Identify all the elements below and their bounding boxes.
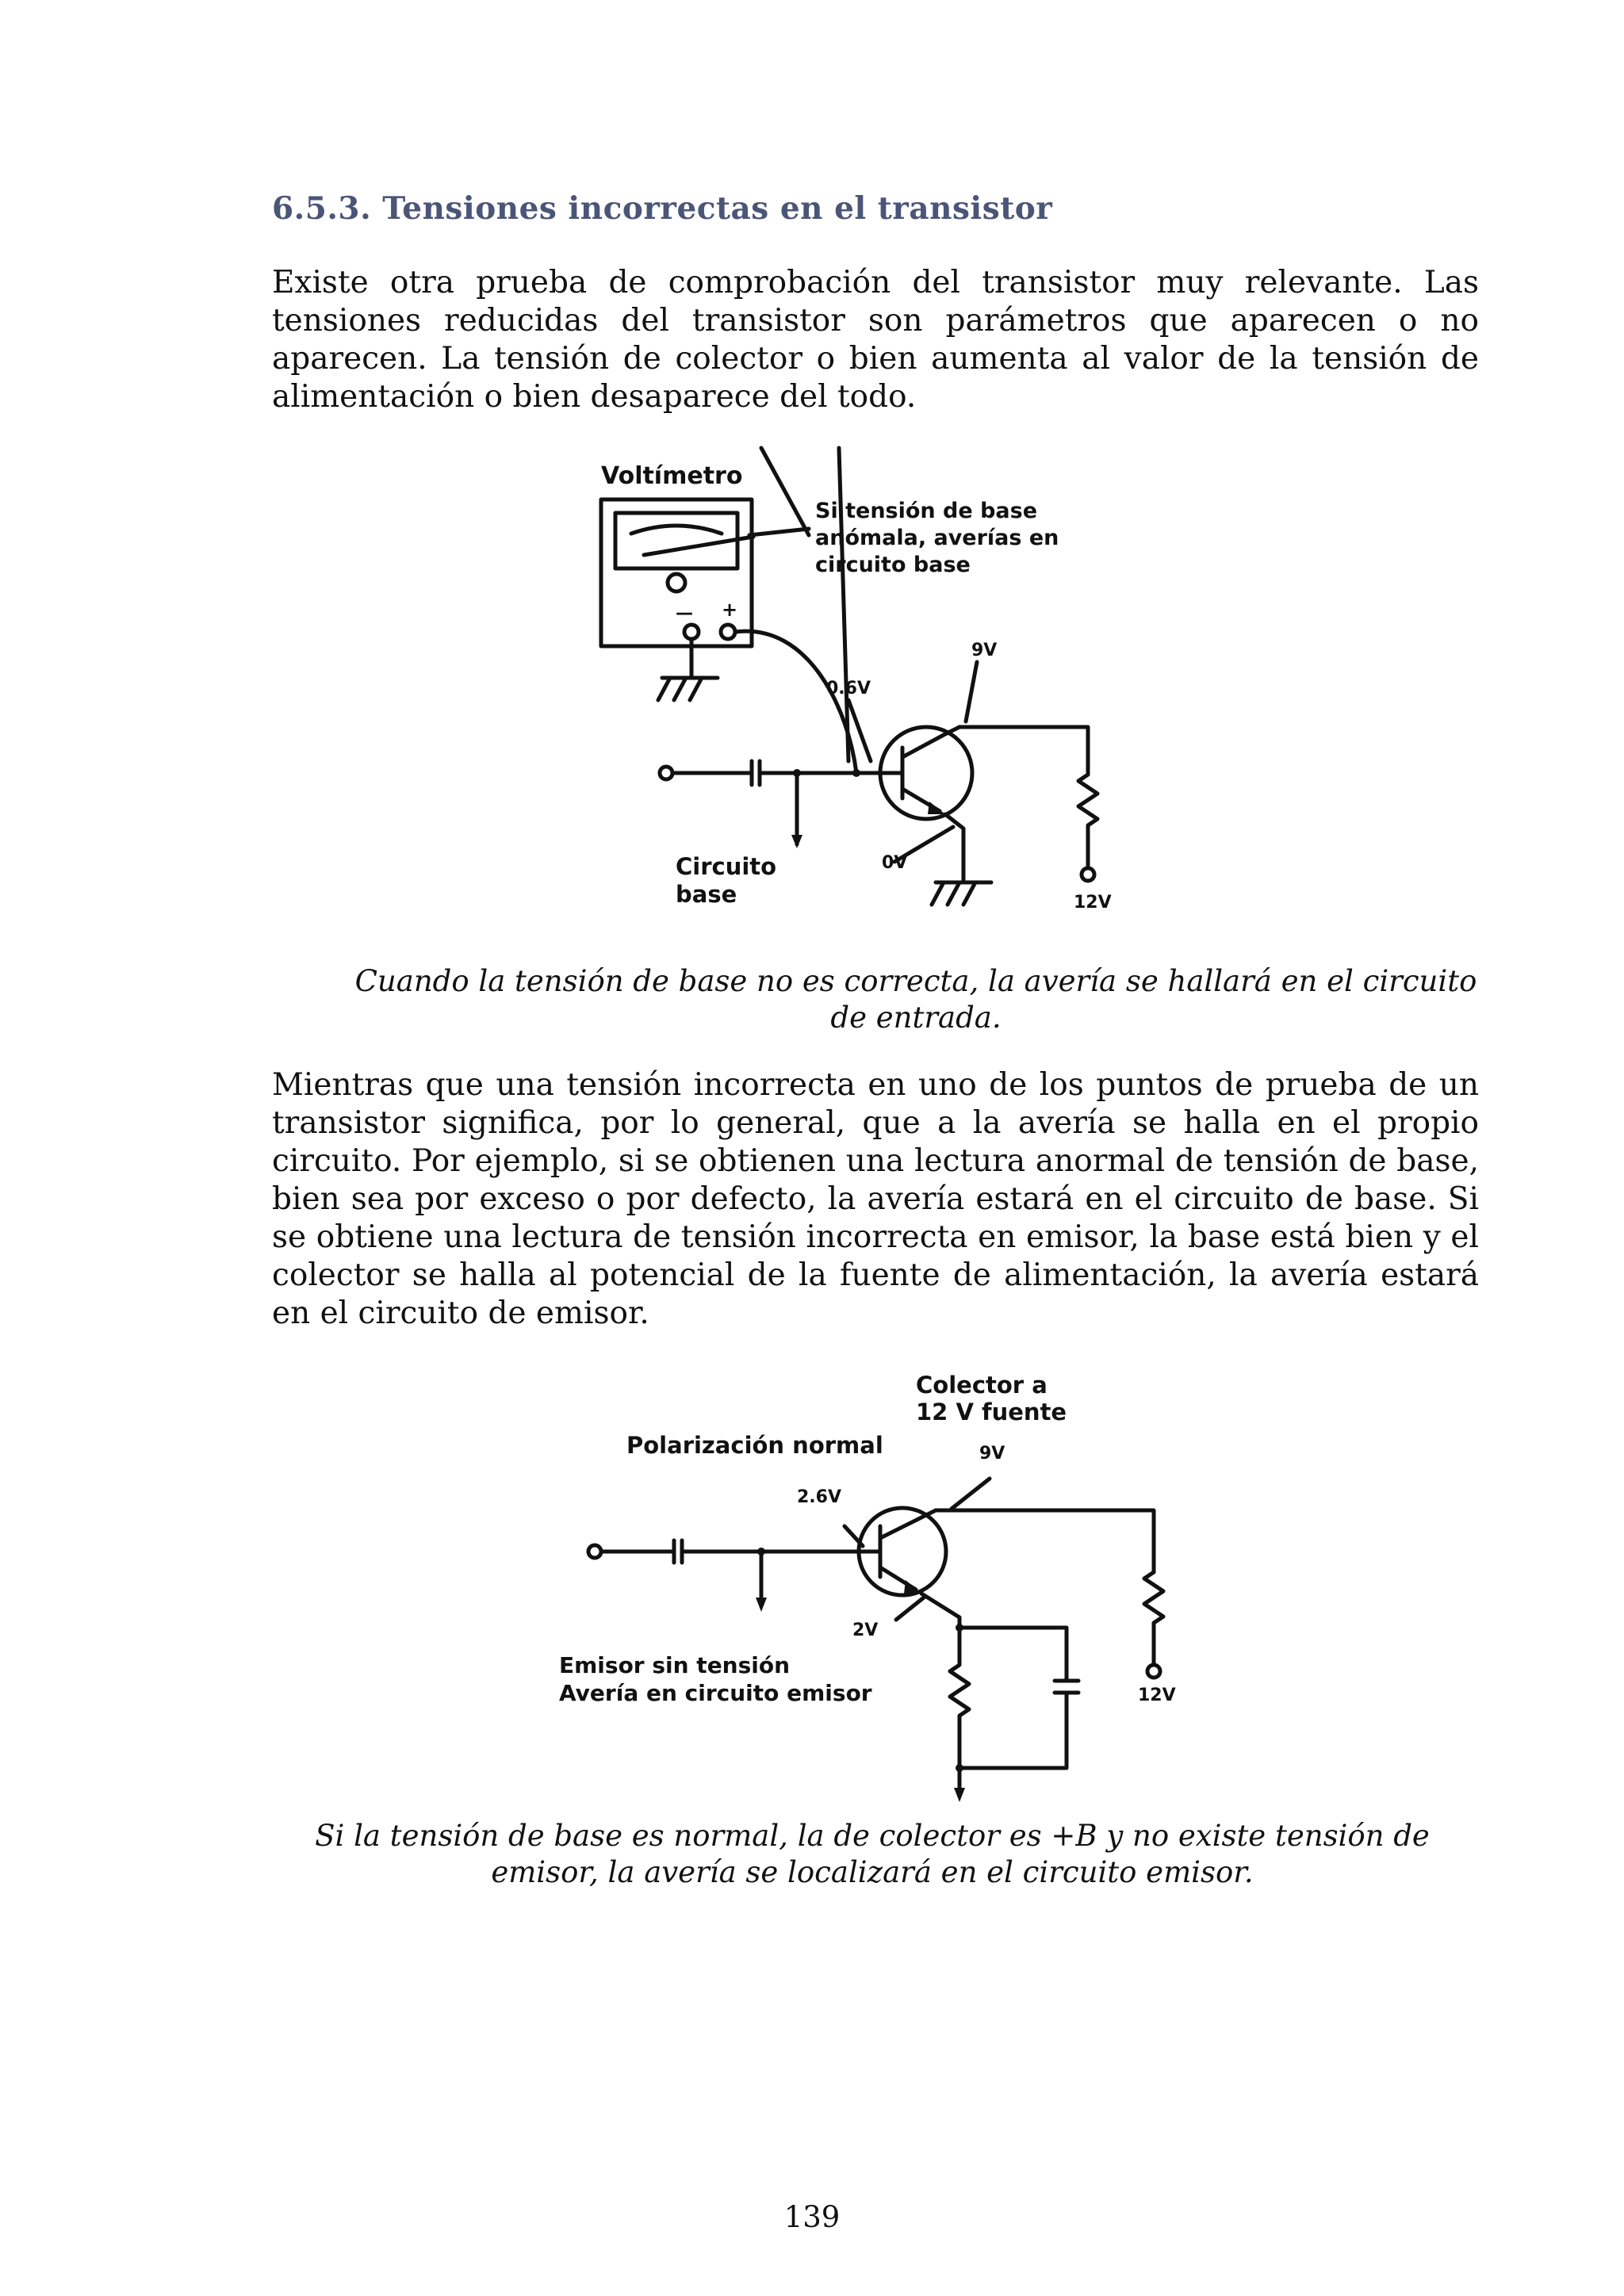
figure-1-caption: Cuando la tensión de base no es correcta, la avería se hallará en el circuito de entrada. — [354, 964, 1477, 1035]
emitter-voltage-pointer — [896, 1598, 924, 1620]
emitter-voltage-label: 2V — [852, 1621, 879, 1640]
input-capacitor-line — [601, 1540, 860, 1563]
circuit-label-line-1: Circuito — [676, 853, 777, 880]
voltmeter-scale — [631, 526, 722, 534]
voltmeter-label: Voltímetro — [601, 462, 743, 490]
down-arrow — [954, 1788, 965, 1802]
note-line-3: circuito base — [815, 553, 971, 577]
note-line-2: anómala, averías en — [815, 526, 1059, 550]
collector-resistor — [1144, 1572, 1163, 1665]
note-line-1: Si tensión de base — [815, 499, 1038, 523]
emitter-arrow — [904, 1580, 921, 1594]
page-number: 139 — [783, 2200, 841, 2234]
collector-voltage-label: 9V — [971, 641, 998, 660]
down-arrow — [756, 1598, 767, 1612]
emitter-capacitor-network — [921, 1594, 1078, 1768]
supply-terminal — [1082, 868, 1094, 881]
bias-label: Polarización normal — [626, 1432, 883, 1459]
emitter-circuit-diagram — [547, 1368, 1197, 1812]
terminal-negative — [684, 625, 699, 639]
emitter-arrow — [928, 802, 945, 814]
plus-label: + — [722, 599, 738, 621]
down-arrow — [791, 835, 802, 848]
emitter-ground — [932, 814, 991, 905]
collector-voltage-pointer — [966, 662, 977, 721]
figure-emitter-circuit — [547, 1368, 1197, 1812]
figure-2-caption: Si la tensión de base es normal, la de colector es +B y no existe tensión de emisor, la avería se localizará en el circuito emisor. — [315, 1819, 1430, 1889]
collector-note-line-1: Colector a — [916, 1372, 1048, 1399]
emitter-note-line-2: Avería en circuito emisor — [559, 1680, 872, 1706]
terminal-positive — [721, 625, 735, 639]
supply-voltage-label: 12V — [1074, 893, 1112, 913]
figure-base-circuit — [587, 448, 1166, 924]
collector-resistor — [1078, 775, 1097, 868]
section-heading: 6.5.3. Tensiones incorrectas en el transistor — [272, 190, 1053, 227]
base-voltage-label: 0.6V — [826, 679, 871, 698]
input-capacitor-line — [672, 761, 866, 785]
emitter-note-line-1: Emisor sin tensión — [559, 1652, 791, 1678]
collector-voltage-label: 9V — [979, 1444, 1005, 1464]
supply-voltage-label: 12V — [1138, 1686, 1176, 1705]
voltmeter-adjust-knob — [668, 574, 685, 591]
probe-wire — [735, 631, 856, 773]
paragraph-explanation: Mientras que una tensión incorrecta en uno de los puntos de prueba de un transistor significa, por lo general, que a la avería se halla en el propio circuito. Por ejemplo, si se obtienen una lectura anormal de tensión de base, bien sea por exceso o por defecto, la avería estará en el circuito de base. Si se obtiene una lectura de tensión incorrecta en emisor, la base está bien y el colector se halla al potencial de la fuente de alimentación, la avería estará en el circuito de emisor. — [272, 1067, 1479, 1331]
supply-terminal — [1147, 1665, 1160, 1678]
collector-wire — [936, 1510, 1154, 1572]
collector-note-line-2: 12 V fuente — [916, 1399, 1067, 1425]
voltmeter-ground — [658, 639, 718, 700]
paragraph-intro: Existe otra prueba de comprobación del transistor muy relevante. Las tensiones reducidas del transistor son parámetros que aparecen o no aparecen. La tensión de colector o bien aumenta al valor de la tensión de alimentación o bien desaparece del todo. — [272, 265, 1479, 415]
circuit-label-line-2: base — [676, 881, 737, 908]
collector-wire — [959, 727, 1088, 775]
junction-dot — [956, 1764, 963, 1772]
junction-dot — [852, 769, 860, 777]
collector-voltage-pointer — [952, 1479, 990, 1509]
base-circuit-diagram — [587, 448, 1166, 924]
note-pointer — [749, 529, 809, 535]
base-voltage-label: 2.6V — [797, 1487, 841, 1507]
minus-label: — — [676, 603, 693, 623]
emitter-voltage-label: 0V — [882, 853, 908, 873]
